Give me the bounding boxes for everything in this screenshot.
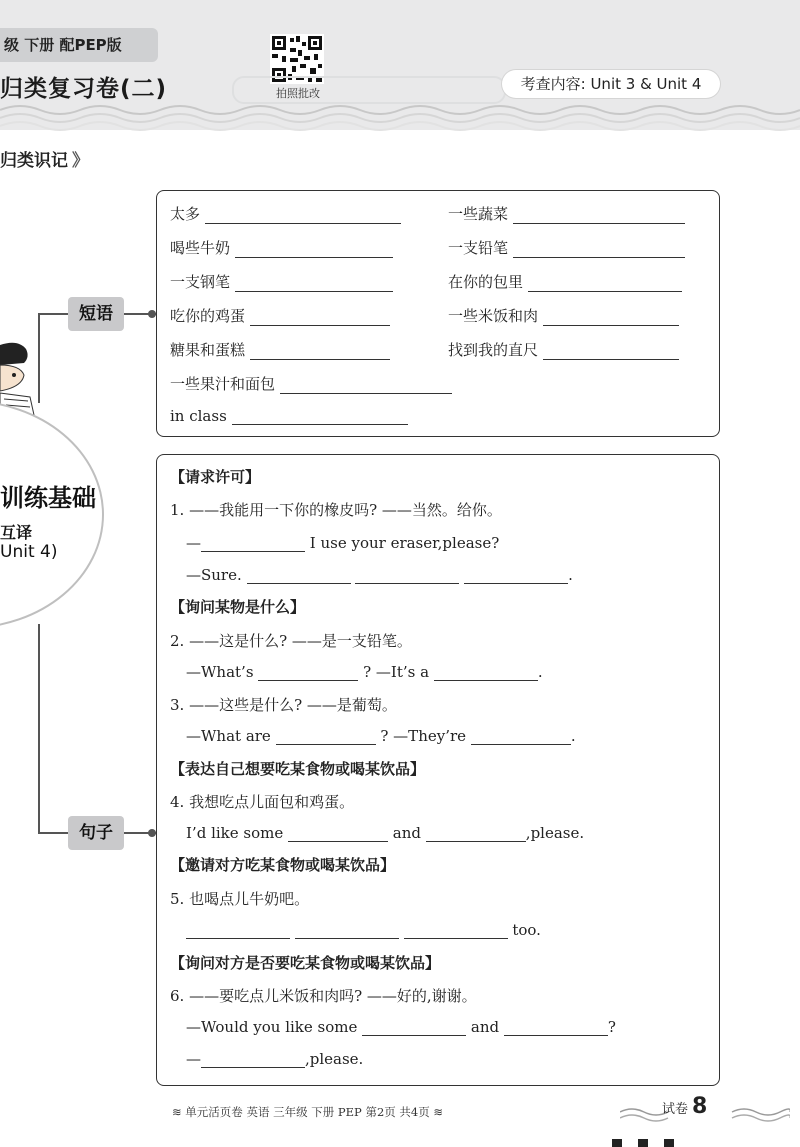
answer-text: ,please.: [525, 824, 585, 842]
answer-text: .: [568, 566, 573, 584]
circle-sub: 互译: [0, 523, 33, 542]
answer-blank[interactable]: [247, 569, 351, 584]
phrase-text: 在你的包里: [448, 273, 524, 291]
answer-text: ?: [607, 1018, 616, 1036]
phrase-item: [448, 271, 682, 292]
question-cn: 5. 也喝点儿牛奶吧。: [170, 890, 310, 908]
category-heading: 【请求许可】: [170, 468, 261, 486]
answer-blank[interactable]: [504, 1021, 608, 1036]
phrase-text: 吃你的鸡蛋: [170, 307, 246, 325]
answer-blank[interactable]: [186, 924, 290, 939]
answer-blank[interactable]: [426, 827, 526, 842]
tag-phrases: 短语: [68, 297, 124, 331]
answer-text: —What’s: [186, 663, 254, 681]
laurel-icon: 》: [72, 151, 89, 171]
phrase-text: 一些蔬菜: [448, 205, 509, 223]
answer-blank[interactable]: [201, 1053, 305, 1068]
mascot-icon: [0, 335, 40, 415]
answer-blank[interactable]: [288, 827, 388, 842]
answer-blank[interactable]: [250, 311, 390, 326]
page-badge-number: 8: [692, 1094, 708, 1119]
answer-blank[interactable]: [362, 1021, 466, 1036]
content-value: Unit 3 & Unit 4: [590, 75, 702, 93]
answer-text: —Sure.: [186, 566, 242, 584]
answer-blank[interactable]: [258, 666, 358, 681]
circle-unit: Unit 4): [0, 542, 58, 562]
answer-blank[interactable]: [513, 243, 685, 258]
page-badge-label: 试卷: [662, 1102, 689, 1117]
phrase-text: 糖果和蛋糕: [170, 341, 246, 359]
content-pill: [502, 70, 720, 98]
answer-text: .: [537, 663, 543, 681]
answer-blank[interactable]: [235, 243, 393, 258]
phrase-text: 一些米饭和肉: [448, 307, 539, 325]
connector-dot: [148, 310, 156, 318]
category-heading: 【询问对方是否要吃某食物或喝某饮品】: [170, 954, 441, 972]
phrase-item: [448, 203, 685, 224]
circle-title: 训练基础: [0, 484, 96, 512]
connector-dot: [148, 829, 156, 837]
answer-blank[interactable]: [295, 924, 399, 939]
answer-blank[interactable]: [513, 209, 685, 224]
question-cn: 1. ——我能用一下你的橡皮吗? ——当然。给你。: [170, 501, 502, 519]
answer-row: [186, 921, 541, 939]
phrase-text: 太多: [170, 205, 201, 223]
phrase-item: [170, 271, 393, 292]
answer-row: [186, 534, 499, 552]
connector-top: [38, 313, 40, 403]
grade-tab: 级 下册 配PEP版: [0, 28, 158, 62]
answer-blank[interactable]: [205, 209, 401, 224]
category-heading: 【表达自己想要吃某食物或喝某饮品】: [170, 760, 426, 778]
phrase-item: [448, 237, 685, 258]
connector-bottom: [38, 624, 40, 834]
section-title: [0, 146, 89, 171]
category-heading: 【询问某物是什么】: [170, 598, 306, 616]
answer-blank[interactable]: [543, 311, 679, 326]
phrase-text: in class: [170, 407, 227, 425]
section-title-text: 归类识记: [0, 151, 68, 171]
phrase-text: 一支铅笔: [448, 239, 509, 257]
phrase-item: [448, 339, 679, 360]
faint-banner: [232, 76, 506, 104]
answer-row: [186, 727, 576, 745]
answer-text: and: [470, 1018, 500, 1036]
answer-text: I’d like some: [186, 824, 284, 842]
question-cn: 3. ——这些是什么? ——是葡萄。: [170, 696, 397, 714]
page-badge: [662, 1094, 707, 1119]
answer-blank[interactable]: [250, 345, 390, 360]
topic-circle: [0, 400, 104, 629]
answer-blank[interactable]: [280, 379, 452, 394]
answer-blank[interactable]: [276, 730, 376, 745]
registration-marks: [612, 1138, 692, 1147]
content-label: 考查内容:: [520, 75, 586, 93]
answer-row: [186, 824, 584, 842]
answer-row: [186, 1050, 363, 1068]
question-cn: 6. ——要吃点儿米饭和肉吗? ——好的,谢谢。: [170, 987, 477, 1005]
answer-row: [186, 566, 573, 584]
answer-blank[interactable]: [404, 924, 508, 939]
answer-blank[interactable]: [528, 277, 682, 292]
answer-blank[interactable]: [471, 730, 571, 745]
phrase-item: [170, 373, 452, 394]
category-heading: 【邀请对方吃某食物或喝某饮品】: [170, 856, 396, 874]
phrase-item: [170, 237, 393, 258]
answer-text: —Would you like some: [186, 1018, 358, 1036]
answer-text: I use your eraser,please?: [305, 534, 500, 552]
answer-text: ? —They’re: [380, 727, 467, 745]
answer-blank[interactable]: [543, 345, 679, 360]
phrase-text: 找到我的直尺: [448, 341, 539, 359]
answer-text: .: [570, 727, 576, 745]
phrase-text: 一些果汁和面包: [170, 375, 276, 393]
phrase-item: [170, 305, 390, 326]
phrase-item: [170, 407, 408, 425]
page-title: 归类复习卷(二): [0, 76, 168, 102]
answer-blank[interactable]: [235, 277, 393, 292]
connector-h1: [38, 313, 68, 315]
answer-text: ? —It’s a: [363, 663, 430, 681]
answer-blank[interactable]: [355, 569, 459, 584]
phrase-item: [170, 339, 390, 360]
answer-row: [186, 663, 543, 681]
phrase-item: [448, 305, 679, 326]
footer-text: ≋ 单元活页卷 英语 三年级 下册 PEP 第2页 共4页 ≋: [172, 1105, 444, 1119]
question-cn: 4. 我想吃点儿面包和鸡蛋。: [170, 793, 355, 811]
answer-text: —: [186, 534, 201, 552]
phrase-item: [170, 203, 401, 224]
answer-blank[interactable]: [464, 569, 568, 584]
qr-label: 拍照批改: [276, 87, 320, 100]
answer-text: too.: [512, 921, 541, 939]
answer-row: [186, 1018, 616, 1036]
answer-text: —: [186, 1050, 201, 1068]
answer-text: —What are: [186, 727, 271, 745]
answer-blank[interactable]: [201, 537, 305, 552]
answer-blank[interactable]: [232, 410, 408, 425]
phrase-text: 一支钢笔: [170, 273, 231, 291]
phrase-text: 喝些牛奶: [170, 239, 231, 257]
answer-text: and: [392, 824, 422, 842]
answer-blank[interactable]: [434, 666, 538, 681]
connector-h2: [38, 832, 68, 834]
tag-sentences: 句子: [68, 816, 124, 850]
answer-text: ,please.: [305, 1050, 364, 1068]
question-cn: 2. ——这是什么? ——是一支铅笔。: [170, 632, 412, 650]
